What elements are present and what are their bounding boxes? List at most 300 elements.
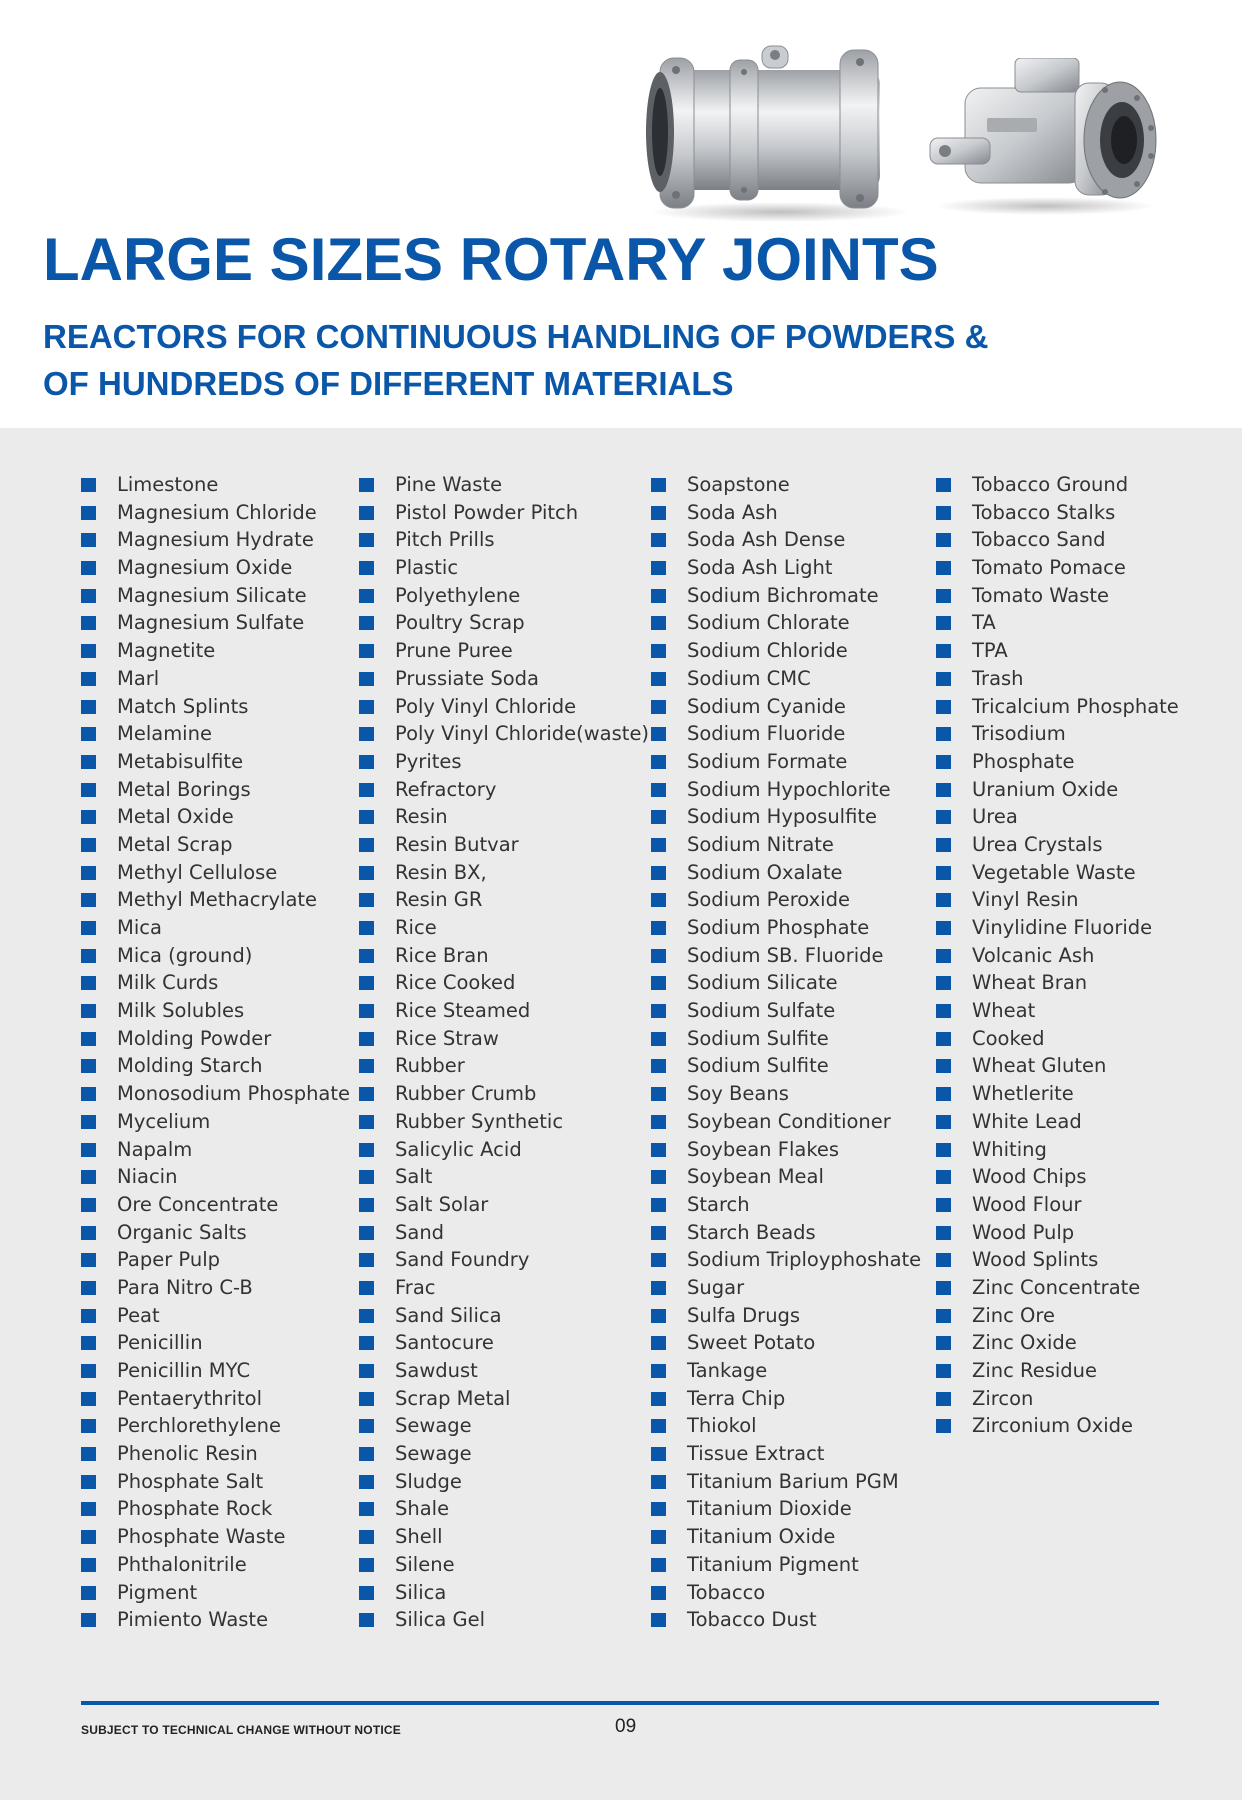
square-bullet-icon: [651, 1613, 666, 1627]
material-name: Pistol Powder Pitch: [395, 500, 579, 524]
square-bullet-icon: [936, 921, 951, 935]
material-name: Sodium Peroxide: [687, 888, 850, 912]
material-list-item: [359, 1136, 649, 1164]
square-bullet-icon: [936, 589, 951, 603]
material-list-item: [359, 1440, 649, 1468]
square-bullet-icon: [936, 1115, 951, 1129]
square-bullet-icon: [651, 949, 666, 963]
square-bullet-icon: [359, 700, 374, 714]
material-list-item: [81, 776, 350, 804]
square-bullet-icon: [81, 1059, 96, 1073]
square-bullet-icon: [651, 1475, 666, 1489]
material-list-item: [936, 526, 1179, 554]
square-bullet-icon: [81, 1613, 96, 1627]
material-list-item: [651, 554, 921, 582]
material-name: Sodium Sulfate: [687, 999, 836, 1023]
square-bullet-icon: [651, 1558, 666, 1572]
square-bullet-icon: [81, 1253, 96, 1267]
material-list-item: [81, 1052, 350, 1080]
square-bullet-icon: [81, 700, 96, 714]
material-name: Magnesium Oxide: [117, 556, 293, 580]
material-list-item: [359, 526, 649, 554]
material-name: Phthalonitrile: [117, 1552, 247, 1576]
square-bullet-icon: [359, 1309, 374, 1323]
material-list-item: [651, 859, 921, 887]
material-name: Refractory: [395, 777, 497, 801]
square-bullet-icon: [936, 1336, 951, 1350]
material-list-item: [359, 1606, 649, 1634]
material-name: Tobacco: [687, 1580, 766, 1604]
material-list-item: [936, 831, 1179, 859]
material-name: Starch: [687, 1192, 750, 1216]
page-subtitle-line-1: REACTORS FOR CONTINUOUS HANDLING OF POWDERS &: [43, 318, 989, 355]
material-name: Rice Cooked: [395, 971, 516, 995]
square-bullet-icon: [81, 921, 96, 935]
material-list-item: [81, 1412, 350, 1440]
material-list-item: [651, 665, 921, 693]
square-bullet-icon: [651, 783, 666, 797]
material-list-item: [81, 997, 350, 1025]
material-name: Mica: [117, 916, 162, 939]
material-name: Penicillin MYC: [117, 1359, 251, 1382]
material-name: Rice Straw: [395, 1026, 499, 1050]
material-list-item: [81, 1302, 350, 1330]
material-name: Vinylidine Fluoride: [972, 916, 1153, 939]
material-list-item: [936, 942, 1179, 970]
square-bullet-icon: [81, 976, 96, 990]
material-list-item: [651, 609, 921, 637]
material-name: Match Splints: [117, 694, 249, 718]
square-bullet-icon: [936, 672, 951, 686]
material-name: Sewage: [395, 1442, 472, 1466]
material-list-item: [651, 914, 921, 942]
square-bullet-icon: [651, 533, 666, 547]
square-bullet-icon: [81, 672, 96, 686]
square-bullet-icon: [359, 1281, 374, 1295]
materials-column-3: [651, 471, 921, 1634]
material-name: Cooked: [972, 1026, 1045, 1050]
material-list-item: [651, 693, 921, 721]
square-bullet-icon: [936, 1170, 951, 1184]
square-bullet-icon: [81, 589, 96, 603]
square-bullet-icon: [359, 949, 374, 963]
material-list-item: [359, 942, 649, 970]
square-bullet-icon: [651, 506, 666, 520]
material-name: Paper Pulp: [117, 1248, 220, 1272]
material-list-item: [936, 1357, 1179, 1385]
material-list-item: [81, 1191, 350, 1219]
material-name: Tobacco Dust: [687, 1608, 817, 1632]
material-list-item: [651, 969, 921, 997]
material-name: Sodium Fluoride: [687, 722, 846, 746]
square-bullet-icon: [81, 1170, 96, 1184]
material-name: Silene: [395, 1552, 455, 1576]
material-list-item: [359, 1080, 649, 1108]
material-list-item: [936, 1302, 1179, 1330]
materials-column-1: [81, 471, 350, 1634]
material-name: Metal Scrap: [117, 832, 233, 856]
material-list-item: [81, 914, 350, 942]
material-name: Magnetite: [117, 639, 216, 663]
material-name: Soybean Flakes: [687, 1137, 840, 1161]
material-name: Phosphate Rock: [117, 1497, 273, 1521]
material-list-item: [651, 1495, 921, 1523]
material-list-item: [81, 1440, 350, 1468]
square-bullet-icon: [81, 1392, 96, 1406]
materials-panel: [0, 428, 1242, 1800]
square-bullet-icon: [651, 1253, 666, 1267]
square-bullet-icon: [651, 1364, 666, 1378]
square-bullet-icon: [359, 672, 374, 686]
materials-column-2: [359, 471, 649, 1634]
material-list-item: [651, 471, 921, 499]
material-name: Wood Flour: [972, 1192, 1082, 1216]
material-list-item: [81, 1579, 350, 1607]
material-list-item: [936, 914, 1179, 942]
material-list-item: [936, 859, 1179, 887]
square-bullet-icon: [936, 1364, 951, 1378]
material-list-item: [359, 1495, 649, 1523]
square-bullet-icon: [936, 976, 951, 990]
material-list-item: [936, 1385, 1179, 1413]
material-list-item: [359, 1052, 649, 1080]
material-list-item: [359, 609, 649, 637]
material-name: Sulfa Drugs: [687, 1303, 801, 1327]
square-bullet-icon: [651, 921, 666, 935]
material-name: Tissue Extract: [687, 1442, 825, 1466]
material-list-item: [359, 1108, 649, 1136]
square-bullet-icon: [651, 1226, 666, 1240]
material-name: Titanium Oxide: [687, 1525, 836, 1549]
material-name: Zinc Ore: [972, 1303, 1055, 1327]
material-list-item: [651, 1385, 921, 1413]
material-list-item: [359, 1412, 649, 1440]
material-name: Metal Borings: [117, 777, 251, 801]
material-list-item: [651, 1523, 921, 1551]
material-list-item: [81, 1108, 350, 1136]
material-list-item: [936, 720, 1179, 748]
page-number: 09: [615, 1716, 637, 1737]
material-name: Wood Chips: [972, 1165, 1087, 1189]
material-name: Silica Gel: [395, 1608, 486, 1632]
material-list-item: [81, 693, 350, 721]
square-bullet-icon: [936, 533, 951, 547]
material-name: Urea: [972, 805, 1018, 829]
page-subtitle-line-2: OF HUNDREDS OF DIFFERENT MATERIALS: [43, 365, 734, 402]
material-name: Magnesium Hydrate: [117, 528, 314, 552]
material-name: Zircon: [972, 1386, 1034, 1410]
material-list-item: [81, 637, 350, 665]
square-bullet-icon: [359, 533, 374, 547]
material-name: Rice Steamed: [395, 999, 531, 1023]
material-name: Prussiate Soda: [395, 666, 539, 690]
material-list-item: [936, 665, 1179, 693]
material-list-item: [651, 997, 921, 1025]
material-name: Rubber: [395, 1054, 465, 1078]
material-list-item: [651, 582, 921, 610]
square-bullet-icon: [651, 1447, 666, 1461]
material-name: Limestone: [117, 473, 219, 496]
material-list-item: [651, 526, 921, 554]
square-bullet-icon: [651, 838, 666, 852]
material-list-item: [651, 1579, 921, 1607]
square-bullet-icon: [651, 589, 666, 603]
material-name: Salicylic Acid: [395, 1137, 522, 1161]
material-name: Soy Beans: [687, 1082, 789, 1106]
material-list-item: [359, 499, 649, 527]
square-bullet-icon: [651, 616, 666, 630]
material-name: Uranium Oxide: [972, 777, 1119, 801]
material-list-item: [936, 969, 1179, 997]
material-name: White Lead: [972, 1109, 1082, 1133]
material-name: Pine Waste: [395, 473, 503, 496]
material-list-item: [81, 665, 350, 693]
material-name: Tomato Pomace: [972, 556, 1126, 580]
material-list-item: [651, 1163, 921, 1191]
material-list-item: [936, 1080, 1179, 1108]
material-name: Wheat Bran: [972, 971, 1088, 995]
material-list-item: [81, 803, 350, 831]
square-bullet-icon: [359, 1253, 374, 1267]
material-name: Soda Ash Dense: [687, 528, 846, 552]
material-list-item: [359, 859, 649, 887]
material-list-item: [651, 1468, 921, 1496]
material-name: Wheat Gluten: [972, 1054, 1107, 1078]
material-list-item: [359, 1523, 649, 1551]
material-list-item: [651, 720, 921, 748]
material-list-item: [359, 1163, 649, 1191]
square-bullet-icon: [936, 810, 951, 824]
material-list-item: [359, 582, 649, 610]
material-name: Sewage: [395, 1414, 472, 1438]
material-list-item: [651, 1440, 921, 1468]
material-list-item: [81, 554, 350, 582]
material-list-item: [936, 1136, 1179, 1164]
material-list-item: [81, 1274, 350, 1302]
material-name: Resin GR: [395, 888, 483, 912]
square-bullet-icon: [651, 1087, 666, 1101]
material-name: Metabisulfite: [117, 749, 244, 773]
square-bullet-icon: [81, 893, 96, 907]
square-bullet-icon: [936, 783, 951, 797]
material-name: Magnesium Sulfate: [117, 611, 305, 635]
material-list-item: [81, 526, 350, 554]
material-name: Shale: [395, 1497, 450, 1521]
material-name: Whiting: [972, 1137, 1047, 1161]
square-bullet-icon: [81, 1336, 96, 1350]
square-bullet-icon: [359, 478, 374, 492]
square-bullet-icon: [651, 644, 666, 658]
material-name: Trisodium: [972, 722, 1066, 746]
material-list-item: [359, 748, 649, 776]
material-list-item: [936, 1412, 1179, 1440]
material-name: Sodium CMC: [687, 666, 811, 690]
material-name: Rice Bran: [395, 943, 489, 967]
material-list-item: [359, 471, 649, 499]
material-name: Zirconium Oxide: [972, 1414, 1134, 1438]
material-list-item: [651, 1025, 921, 1053]
material-list-item: [359, 1274, 649, 1302]
square-bullet-icon: [359, 506, 374, 520]
material-list-item: [81, 1080, 350, 1108]
material-list-item: [359, 1025, 649, 1053]
square-bullet-icon: [359, 976, 374, 990]
material-list-item: [651, 1606, 921, 1634]
material-name: Titanium Barium PGM: [687, 1469, 899, 1493]
material-name: Volcanic Ash: [972, 943, 1095, 967]
square-bullet-icon: [359, 616, 374, 630]
square-bullet-icon: [651, 1059, 666, 1073]
material-list-item: [81, 1219, 350, 1247]
material-list-item: [359, 1551, 649, 1579]
square-bullet-icon: [651, 1309, 666, 1323]
material-list-item: [359, 554, 649, 582]
square-bullet-icon: [359, 1087, 374, 1101]
square-bullet-icon: [81, 1004, 96, 1018]
material-list-item: [81, 969, 350, 997]
rotary-joint-image: [640, 40, 910, 225]
square-bullet-icon: [359, 1475, 374, 1489]
square-bullet-icon: [359, 561, 374, 575]
material-list-item: [936, 609, 1179, 637]
material-list-item: [359, 1302, 649, 1330]
square-bullet-icon: [651, 1004, 666, 1018]
material-name: Pigment: [117, 1580, 198, 1604]
square-bullet-icon: [81, 810, 96, 824]
material-name: Zinc Oxide: [972, 1331, 1077, 1355]
material-name: Poly Vinyl Chloride(waste): [395, 722, 650, 746]
square-bullet-icon: [651, 755, 666, 769]
square-bullet-icon: [651, 672, 666, 686]
material-name: Tricalcium Phosphate: [972, 694, 1179, 718]
material-name: Phosphate Waste: [117, 1525, 286, 1549]
square-bullet-icon: [651, 893, 666, 907]
material-list-item: [81, 1163, 350, 1191]
square-bullet-icon: [81, 1143, 96, 1157]
square-bullet-icon: [81, 838, 96, 852]
material-name: Whetlerite: [972, 1082, 1074, 1106]
material-list-item: [81, 1495, 350, 1523]
square-bullet-icon: [936, 1419, 951, 1433]
square-bullet-icon: [359, 589, 374, 603]
material-list-item: [359, 914, 649, 942]
material-list-item: [936, 471, 1179, 499]
square-bullet-icon: [651, 866, 666, 880]
material-list-item: [359, 1357, 649, 1385]
material-name: Marl: [117, 666, 160, 690]
material-name: Santocure: [395, 1331, 494, 1355]
square-bullet-icon: [81, 755, 96, 769]
square-bullet-icon: [81, 1309, 96, 1323]
material-name: Sodium Hyposulfite: [687, 805, 878, 829]
material-name: Soybean Conditioner: [687, 1109, 891, 1133]
material-name: Sawdust: [395, 1359, 478, 1382]
material-name: Urea Crystals: [972, 832, 1103, 856]
material-list-item: [936, 1163, 1179, 1191]
square-bullet-icon: [81, 1087, 96, 1101]
material-list-item: [359, 776, 649, 804]
square-bullet-icon: [936, 644, 951, 658]
square-bullet-icon: [651, 1530, 666, 1544]
material-name: Magnesium Chloride: [117, 500, 317, 524]
square-bullet-icon: [936, 506, 951, 520]
square-bullet-icon: [81, 1419, 96, 1433]
material-name: Salt: [395, 1165, 433, 1189]
material-name: Salt Solar: [395, 1192, 489, 1216]
material-list-item: [359, 720, 649, 748]
square-bullet-icon: [81, 1364, 96, 1378]
page-title: LARGE SIZES ROTARY JOINTS: [43, 226, 939, 293]
square-bullet-icon: [359, 755, 374, 769]
material-name: Shell: [395, 1525, 443, 1549]
material-name: Zinc Residue: [972, 1359, 1098, 1382]
material-name: Zinc Concentrate: [972, 1275, 1141, 1299]
square-bullet-icon: [651, 1032, 666, 1046]
material-name: Napalm: [117, 1137, 193, 1161]
material-list-item: [81, 859, 350, 887]
material-list-item: [651, 1052, 921, 1080]
footer-note: SUBJECT TO TECHNICAL CHANGE WITHOUT NOTICE: [81, 1723, 401, 1737]
square-bullet-icon: [81, 1115, 96, 1129]
square-bullet-icon: [359, 1226, 374, 1240]
material-name: Frac: [395, 1275, 436, 1299]
header-section: [0, 0, 1242, 428]
material-name: Starch Beads: [687, 1220, 816, 1244]
material-name: Sand Foundry: [395, 1248, 530, 1272]
material-list-item: [936, 1274, 1179, 1302]
material-list-item: [936, 1108, 1179, 1136]
material-list-item: [936, 1052, 1179, 1080]
square-bullet-icon: [936, 1032, 951, 1046]
material-list-item: [651, 776, 921, 804]
material-list-item: [936, 886, 1179, 914]
material-name: TPA: [972, 639, 1008, 663]
square-bullet-icon: [936, 755, 951, 769]
material-list-item: [81, 1385, 350, 1413]
material-list-item: [359, 665, 649, 693]
material-name: Rubber Crumb: [395, 1082, 537, 1106]
material-name: Sodium Sulfite: [687, 1026, 829, 1050]
square-bullet-icon: [359, 1502, 374, 1516]
square-bullet-icon: [651, 1586, 666, 1600]
material-name: Poultry Scrap: [395, 611, 525, 635]
material-name: Ore Concentrate: [117, 1192, 279, 1216]
material-list-item: [651, 1329, 921, 1357]
material-list-item: [651, 886, 921, 914]
square-bullet-icon: [359, 1558, 374, 1572]
square-bullet-icon: [651, 1392, 666, 1406]
material-list-item: [359, 886, 649, 914]
material-list-item: [651, 748, 921, 776]
material-name: Sweet Potato: [687, 1331, 816, 1355]
square-bullet-icon: [359, 727, 374, 741]
material-list-item: [936, 1246, 1179, 1274]
square-bullet-icon: [651, 1336, 666, 1350]
material-name: Phenolic Resin: [117, 1442, 258, 1466]
material-name: Milk Curds: [117, 971, 219, 995]
material-name: Titanium Dioxide: [687, 1497, 852, 1521]
square-bullet-icon: [359, 1392, 374, 1406]
square-bullet-icon: [651, 976, 666, 990]
square-bullet-icon: [359, 1032, 374, 1046]
material-name: Soda Ash Light: [687, 556, 833, 580]
square-bullet-icon: [936, 1226, 951, 1240]
material-name: Sodium Formate: [687, 749, 848, 773]
square-bullet-icon: [81, 506, 96, 520]
square-bullet-icon: [81, 949, 96, 963]
square-bullet-icon: [359, 810, 374, 824]
square-bullet-icon: [359, 1170, 374, 1184]
